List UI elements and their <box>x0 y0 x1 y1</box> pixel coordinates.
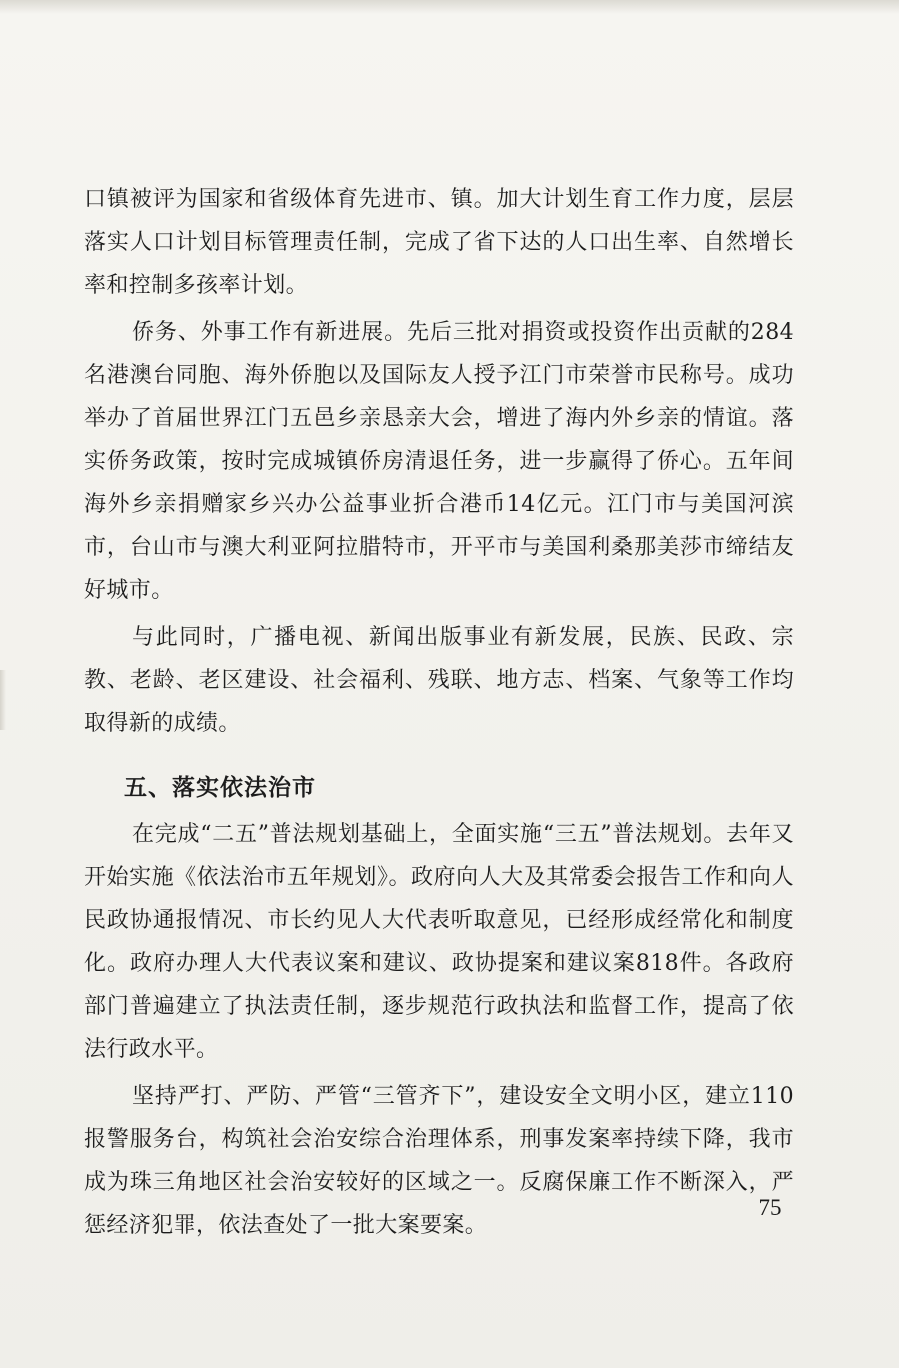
body-text <box>84 178 794 1247</box>
paragraph-public-security: 坚持严打、严防、严管“三管齐下”，建设安全文明小区，建立110报警服务台，构筑社会治安综合治理体系，刑事发案率持续下降，我市成为珠三角地区社会治安较好的区域之一。反腐保廉工作不断深入，严惩经济犯罪，依法查处了一批大案要案。 <box>84 1084 794 1238</box>
paragraph-overseas-affairs: 侨务、外事工作有新进展。先后三批对捐资或投资作出贡献的284名港澳台同胞、海外侨胞以及国际友人授予江门市荣誉市民称号。成功举办了首届世界江门五邑乡亲恳亲大会，增进了海内外乡亲的情谊。落实侨务政策，按时完成城镇侨房清退任务，进一步赢得了侨心。五年间海外乡亲捐赠家乡兴办公益事业折合港币14亿元。江门市与美国河滨市，台山市与澳大利亚阿拉腊特市，开平市与美国利桑那美莎市缔结友好城市。 <box>84 320 794 603</box>
paragraph-social-undertakings: 与此同时，广播电视、新闻出版事业有新发展，民族、民政、宗教、老龄、老区建设、社会福利、残联、地方志、档案、气象等工作均取得新的成绩。 <box>84 625 794 736</box>
page-top-shadow <box>0 0 899 14</box>
paragraph-family-planning: 口镇被评为国家和省级体育先进市、镇。加大计划生育工作力度，层层落实人口计划目标管理责任制，完成了省下达的人口出生率、自然增长率和控制多孩率计划。 <box>84 187 794 298</box>
binding-shadow <box>0 670 6 730</box>
page-number: 75 <box>758 1195 782 1220</box>
section-heading: 五、落实依法治市 <box>124 775 316 801</box>
paragraph-legal-education: 在完成“二五”普法规划基础上，全面实施“三五”普法规划。去年又开始实施《依法治市五年规划》。政府向人大及其常委会报告工作和向人民政协通报情况、市长约见人大代表听取意见，已经形成经常化和制度化。政府办理人大代表议案和建议、政协提案和建议案818件。各政府部门普遍建立了执法责任制，逐步规范行政执法和监督工作，提高了依法行政水平。 <box>84 822 794 1062</box>
